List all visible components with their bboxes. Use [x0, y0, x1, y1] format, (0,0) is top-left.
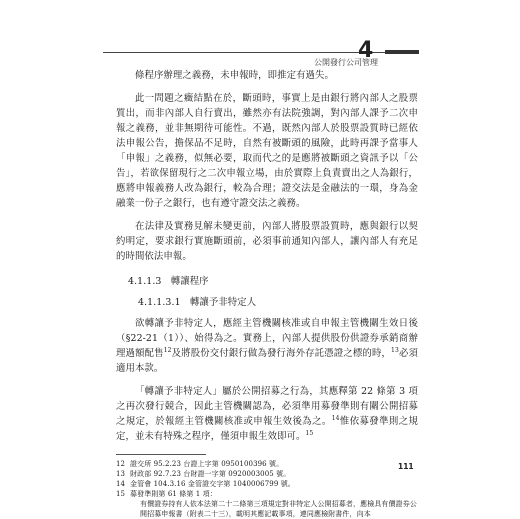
main-text: [116, 68, 418, 519]
paragraph: 在法律及實務見解未變更前，內部人將股票設質時，應與銀行以契約明定，要求銀行實施斷頭前，必須事前通知內部人，讓內部人有充足的時間依法申報。: [116, 221, 418, 262]
footnote-rule: [116, 454, 206, 455]
section-heading: [128, 274, 418, 289]
footnote-number: 15: [116, 490, 126, 498]
paragraph: 條程序辦理之義務，未申報時，即推定有過失。: [135, 70, 334, 81]
running-title: 公開發行公司管理: [314, 58, 378, 67]
paragraph-text: 「轉讓予非特定人」屬於公開招募之行為，其應釋第 22 條第 3 項之再次發行競合，因此主管機關認為，必須準用募發準則有關公開招募之規定，於報經主管機關核准或申報生效後為之。: [116, 386, 418, 427]
footnote-ref[interactable]: 13: [391, 346, 399, 354]
subsection-number: 4.1.1.3.1: [138, 297, 181, 308]
footnote-number: 12: [116, 460, 126, 468]
footnote-number: 13: [116, 470, 126, 478]
footnote-ref[interactable]: 15: [305, 429, 314, 437]
subsection-title: 轉讓予非特定人: [189, 297, 257, 308]
paragraph-text: 欲轉讓予非特定人，應經主管機關核准或自申報主管機關生效日後（§22-21（1））、始得為之。實務上，內部人提供股份供證券承銷商辦理過額配售: [116, 318, 418, 359]
footnote-text: 募發準則第 61 條第 1 項：: [130, 490, 217, 498]
section-title: 轉讓程序: [170, 276, 209, 287]
subsection-heading: [138, 295, 418, 310]
header-rule-accent: [385, 50, 419, 54]
paragraph-text: 惟依募發準則之規定，並未有特殊之程序，僅須申報生效即可。: [116, 416, 419, 442]
footnote-text: 金管會 104.3.16 金管證交字第 1040006799 號。: [130, 480, 295, 488]
paragraph-text: 必須適用本款。: [116, 348, 418, 374]
footnote: [116, 479, 418, 489]
footnote-text: 財政部 92.7.23 台財證一字第 0920003005 號。: [130, 470, 291, 478]
section-number: 4.1.1.3: [128, 276, 162, 287]
footnote: [116, 469, 418, 479]
footnotes: [116, 459, 418, 519]
paragraph: [116, 384, 418, 444]
page-number: 111: [398, 462, 414, 471]
paragraph: [116, 316, 418, 376]
paragraph-text: 及將股份交付銀行做為發行海外存託憑證之標的時，: [171, 348, 392, 359]
footnote: [116, 489, 418, 499]
paragraph: 此一問題之癥結點在於，斷頭時，事實上是由銀行將內部人之股票質出，而非內部人自行賣出，雖然亦有法院強調，對內部人課予二次申報之義務，並非無期待可能性。不過，既然內部人於股票設質時已經依法申報公告，擔保品不足時，自然有被斷頭的風險，此時再課予當事人「申報」之義務，似無必要，取而代之的是應將被斷頭之資訊予以「公告」，若欲保留現行之二次申報立場，由於實際上負責賣出之人為銀行，應將申報義務人改為銀行，較為合理；證交法是金融法的一環，身為金融業一份子之銀行，也有遵守證交法之義務。: [116, 93, 418, 209]
footnote: [116, 459, 418, 469]
chapter-number: 4: [358, 38, 374, 63]
footnote-ref[interactable]: 14: [331, 414, 340, 422]
footnote-continuation: 有價證券持有人依本法第二十二條第三項規定對非特定人公開招募者，應檢具有價證券公開招募申報書（附表二十三），載明其應記載事項，連同應檢附書件，向本: [140, 500, 417, 518]
footnote-number: 14: [116, 480, 126, 488]
footnote-text: 證交所 95.2.23 台證上字第 0950100396 號。: [130, 460, 284, 468]
footnote-ref[interactable]: 12: [163, 346, 172, 354]
